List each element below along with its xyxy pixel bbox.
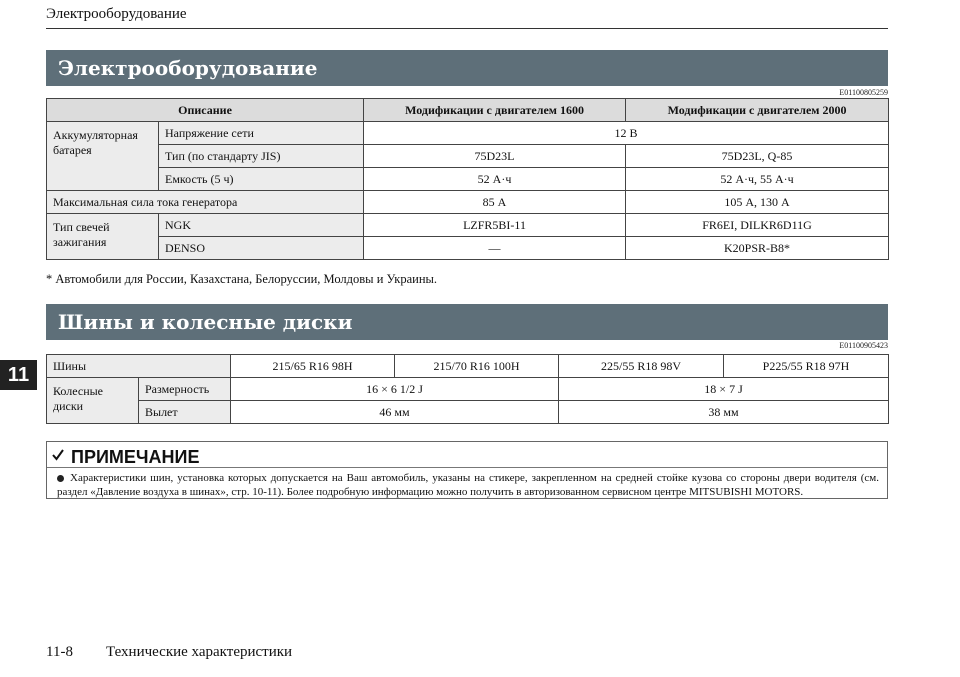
table-header-row: [47, 99, 889, 122]
tire-size: P225/55 R18 97H: [724, 355, 889, 378]
table-row: [47, 401, 889, 424]
note-text-wrap: [57, 471, 879, 499]
note-divider: [47, 467, 887, 468]
tires-table: [46, 354, 889, 424]
capacity-1600: 52 А·ч: [364, 168, 626, 191]
section-code-electrical: E01100805259: [839, 88, 888, 97]
ngk-2000: FR6EI, DILKR6D11G: [626, 214, 889, 237]
section-code-tires: E01100905423: [839, 341, 888, 350]
table-row: [47, 214, 889, 237]
dimension-18: 18 × 7 J: [559, 378, 889, 401]
header-2000: Модификации с двигателем 2000: [626, 99, 889, 122]
table-row: [47, 168, 889, 191]
ngk-label: NGK: [159, 214, 364, 237]
tire-size: 215/70 R16 100H: [395, 355, 559, 378]
note-title: ПРИМЕЧАНИЕ: [71, 446, 200, 467]
table-row: [47, 122, 889, 145]
offset-label: Вылет: [139, 401, 231, 424]
voltage-label: Напряжение сети: [159, 122, 364, 145]
section-title-electrical: Электрооборудование: [46, 50, 888, 86]
header-1600: Модификации с двигателем 1600: [364, 99, 626, 122]
denso-1600: —: [364, 237, 626, 260]
table-row: [47, 191, 889, 214]
dimension-label: Размерность: [139, 378, 231, 401]
capacity-label: Емкость (5 ч): [159, 168, 364, 191]
chapter-tab: 11: [0, 360, 37, 390]
header-description: Описание: [47, 99, 364, 122]
capacity-2000: 52 А·ч, 55 А·ч: [626, 168, 889, 191]
section-title-tires: Шины и колесные диски: [46, 304, 888, 340]
bullet-icon: [57, 475, 64, 482]
ngk-1600: LZFR5BI-11: [364, 214, 626, 237]
note-header: [51, 445, 199, 469]
denso-label: DENSO: [159, 237, 364, 260]
footer-title: Технические характеристики: [106, 644, 293, 660]
header-title: Электрооборудование: [46, 6, 187, 22]
table-row: [47, 378, 889, 401]
header-divider: [46, 28, 888, 29]
tire-size: 215/65 R16 98H: [231, 355, 395, 378]
generator-label: Максимальная сила тока генератора: [47, 191, 364, 214]
denso-2000: K20PSR-B8*: [626, 237, 889, 260]
footnote: * Автомобили для России, Казахстана, Белоруссии, Молдовы и Украины.: [46, 272, 438, 286]
voltage-value: 12 В: [364, 122, 889, 145]
note-text: Характеристики шин, установка которых допускается на Ваш автомобиль, указаны на стикере, закрепленном на средней стойке кузова со стороны двери водителя (см. раздел «Давление воздуха в шинах», стр. 10-11). Более подробную информацию можно получить в авторизованном сервисном центре MITSUBISHI MOTORS.: [57, 472, 879, 498]
table-row: [47, 145, 889, 168]
page-number: 11-8: [46, 644, 73, 660]
electrical-table: [46, 98, 889, 260]
spark-plugs-label: Тип свечей зажигания: [47, 214, 159, 260]
note-box: [46, 441, 888, 499]
battery-type-1600: 75D23L: [364, 145, 626, 168]
table-row: [47, 355, 889, 378]
offset-18: 38 мм: [559, 401, 889, 424]
battery-label: Аккумуляторная батарея: [47, 122, 159, 191]
table-row: [47, 237, 889, 260]
battery-type-label: Тип (по стандарту JIS): [159, 145, 364, 168]
dimension-16: 16 × 6 1/2 J: [231, 378, 559, 401]
tire-size: 225/55 R18 98V: [559, 355, 724, 378]
check-icon: [51, 448, 65, 467]
generator-2000: 105 А, 130 А: [626, 191, 889, 214]
battery-type-2000: 75D23L, Q-85: [626, 145, 889, 168]
offset-16: 46 мм: [231, 401, 559, 424]
wheels-label: Колесные диски: [47, 378, 139, 424]
generator-1600: 85 А: [364, 191, 626, 214]
tires-label: Шины: [47, 355, 231, 378]
